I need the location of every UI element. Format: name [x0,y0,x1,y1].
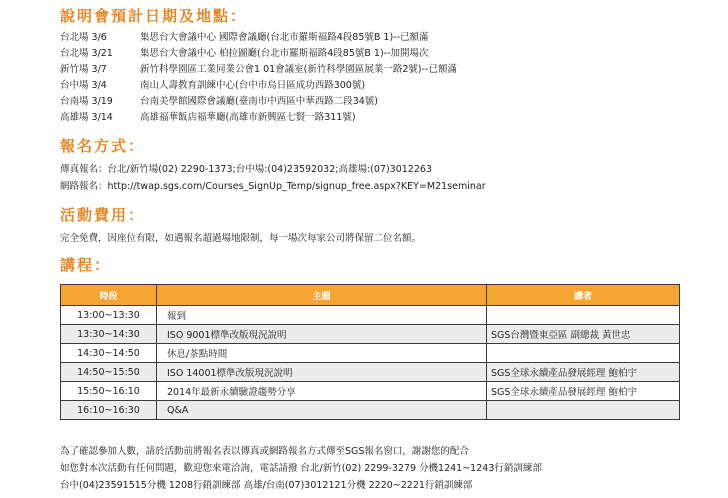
table-row [61,306,680,325]
venue-city: 台北場 3/6 [60,32,107,43]
venue-detail: 新竹科學園區工業同業公會1 01會議室(新竹科學園區展業一路2號)--已額滿 [140,64,457,75]
row-topic: ISO 14001標準改版現況說明 [157,363,487,382]
fax-signup-text: 傳真報名：台北/新竹場(02) 2290-1373;台中場:(04)23592032;高雄場:(07)3012263 [60,164,432,175]
row-speaker [487,306,680,325]
row-time: 13:00~13:30 [61,306,157,325]
venue-detail: 南山人壽教育訓練中心(台中市烏日區成功西路300號) [140,80,366,91]
footer-note-confirm: 為了確認參加人數，請於活動前將報名表以傳真或網路報名方式傳至SGS報名窗口，謝謝您的配合 [60,446,469,457]
row-time: 14:50~15:50 [61,363,157,382]
signup-heading: 報名方式： [60,137,146,155]
agenda-table [60,284,680,420]
web-signup-link[interactable]: 網路報名：http://twap.sgs.com/Courses_SignUp_Temp/signup_free.aspx?KEY=M21seminar [60,181,486,192]
venue-line [60,64,457,76]
row-topic: 報到 [157,306,487,325]
row-time: 14:30~14:50 [61,344,157,363]
table-row [61,363,680,382]
header-speaker: 講者 [487,285,680,306]
venue-detail: 台南美學館國際會議廳(臺南市中西區中華西路二段34號) [140,96,379,107]
footer-note-branches: 台中(04)23591515分機 1208行銷訓練部 高雄/台南(07)3012121分機 2220~2221行銷訓練部 [60,480,473,491]
venue-line [60,112,356,124]
venue-city: 台南場 3/19 [60,96,113,107]
venue-line [60,80,365,92]
row-time: 15:50~16:10 [61,382,157,401]
row-speaker: SGS台灣暨東亞區 副總裁 黃世忠 [487,325,680,344]
row-topic: ISO 9001標準改版現況說明 [157,325,487,344]
row-speaker: SGS全球永續產品發展經理 鮑柏宇 [487,363,680,382]
fee-text: 完全免費，因座位有限，如遇報名超過場地限制，每一場次每家公司將保留二位名額。 [60,233,422,244]
table-row [61,344,680,363]
row-speaker: SGS全球永續產品發展經理 鮑柏宇 [487,382,680,401]
agenda-heading: 講程： [60,256,112,274]
agenda-header-row [61,285,680,306]
venue-city: 高雄場 3/14 [60,112,113,123]
row-time: 13:30~14:30 [61,325,157,344]
venue-city: 台北場 3/21 [60,48,113,59]
venue-city: 台中場 3/4 [60,80,107,91]
venue-line [60,32,429,44]
table-row [61,401,680,420]
venue-detail: 集思台大會議中心 柏拉圖廳(台北市羅斯福路4段85號B 1)--加開場次 [140,48,429,59]
footer-note-contact: 如您對本次活動有任何問題，歡迎您來電洽詢，電話請撥 台北/新竹(02) 2299-3279 分機1241~1243行銷訓練部 [60,463,542,474]
venue-line [60,48,429,60]
venue-city: 新竹場 3/7 [60,64,107,75]
fee-heading: 活動費用： [60,206,146,224]
row-topic: 2014年最新永續驗證趨勢分享 [157,382,487,401]
header-time: 時段 [61,285,157,306]
row-topic: 休息/茶點時間 [157,344,487,363]
venue-line [60,96,378,108]
table-row [61,325,680,344]
header-topic: 主題 [157,285,487,306]
venue-detail: 集思台大會議中心 國際會議廳(台北市羅斯福路4段85號B 1)--已額滿 [140,32,429,43]
row-speaker [487,344,680,363]
row-time: 16:10~16:30 [61,401,157,420]
row-speaker [487,401,680,420]
schedule-heading: 說明會預計日期及地點： [60,7,248,25]
table-row [61,382,680,401]
row-topic: Q&A [157,401,487,420]
venue-detail: 高雄福華飯店福華廳(高雄市新興區七賢一路311號) [140,112,356,123]
